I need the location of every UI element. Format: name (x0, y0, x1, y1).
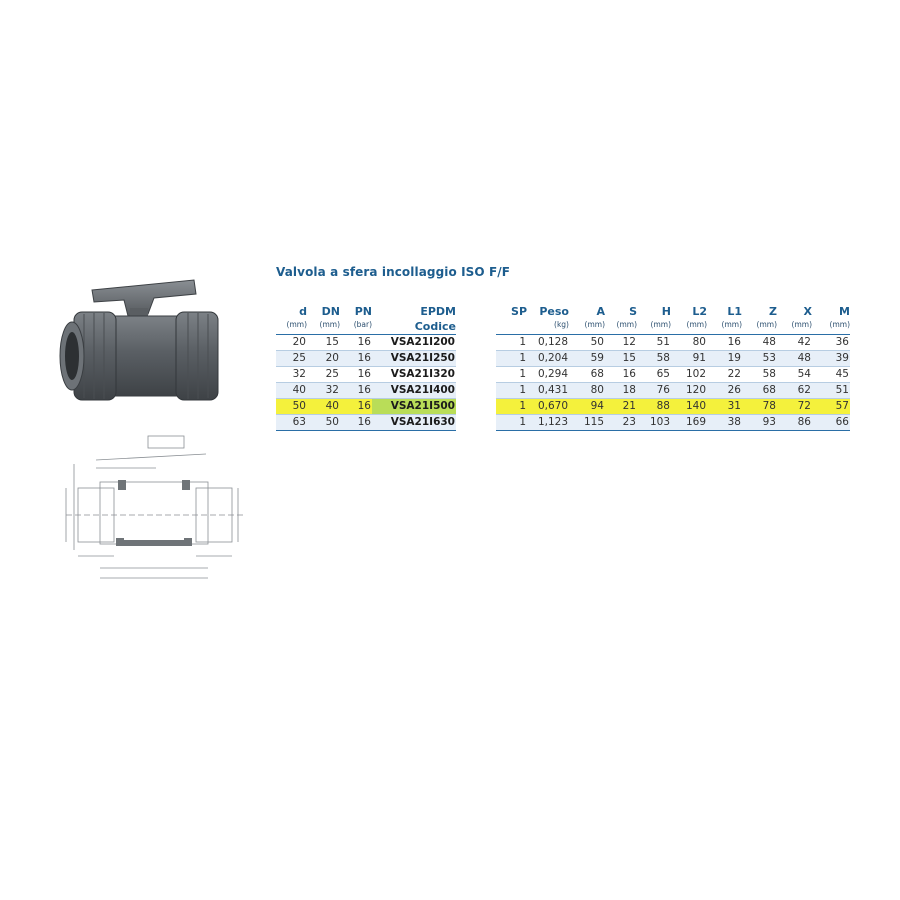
header-peso: Peso (kg) (527, 304, 569, 334)
header-s: S (mm) (605, 304, 637, 334)
cell-h: 103 (637, 414, 671, 430)
cell-l1: 19 (707, 350, 742, 366)
dimensions-table (496, 304, 850, 431)
cell-l1: 38 (707, 414, 742, 430)
table-row (276, 335, 456, 351)
cell-l1: 31 (707, 398, 742, 414)
table-row (276, 351, 456, 367)
table-row (496, 334, 850, 350)
table-row (496, 366, 850, 382)
codes-table (276, 304, 456, 431)
cell-s: 21 (605, 398, 637, 414)
header-h: H (mm) (637, 304, 671, 334)
cell-m: 36 (812, 334, 850, 350)
cell-x: 42 (777, 334, 812, 350)
header-m: M (mm) (812, 304, 850, 334)
cell-d: 25 (276, 351, 307, 367)
header-l1: L1 (mm) (707, 304, 742, 334)
cell-dn: 20 (307, 351, 340, 367)
cell-peso: 0,294 (527, 366, 569, 382)
cell-sp: 1 (496, 398, 527, 414)
cell-h: 88 (637, 398, 671, 414)
dimension-drawing (56, 428, 252, 588)
cell-x: 48 (777, 350, 812, 366)
cell-d: 63 (276, 415, 307, 431)
cell-l2: 120 (671, 382, 707, 398)
table-row (496, 414, 850, 430)
cell-l2: 169 (671, 414, 707, 430)
valve-product-image (44, 262, 248, 412)
cell-l2: 140 (671, 398, 707, 414)
header-z: Z (mm) (742, 304, 777, 334)
cell-dn: 25 (307, 367, 340, 383)
cell-z: 53 (742, 350, 777, 366)
table-row (276, 367, 456, 383)
cell-m: 39 (812, 350, 850, 366)
cell-a: 68 (569, 366, 605, 382)
cell-d: 20 (276, 335, 307, 351)
cell-d: 40 (276, 383, 307, 399)
cell-x: 62 (777, 382, 812, 398)
cell-pn: 16 (340, 335, 372, 351)
header-sp: SP (496, 304, 527, 334)
cell-s: 18 (605, 382, 637, 398)
cell-codice: VSA21I500 (372, 399, 456, 415)
codes-table-header (276, 304, 456, 335)
cell-peso: 1,123 (527, 414, 569, 430)
cell-pn: 16 (340, 415, 372, 431)
cell-x: 54 (777, 366, 812, 382)
cell-pn: 16 (340, 383, 372, 399)
cell-x: 72 (777, 398, 812, 414)
cell-d: 32 (276, 367, 307, 383)
table-row (496, 350, 850, 366)
cell-sp: 1 (496, 414, 527, 430)
table-row-highlighted (276, 399, 456, 415)
cell-a: 94 (569, 398, 605, 414)
product-title: Valvola a sfera incollaggio ISO F/F (276, 265, 511, 279)
cell-a: 80 (569, 382, 605, 398)
cell-h: 65 (637, 366, 671, 382)
table-row (276, 383, 456, 399)
cell-z: 78 (742, 398, 777, 414)
cell-l2: 102 (671, 366, 707, 382)
cell-dn: 50 (307, 415, 340, 431)
cell-pn: 16 (340, 399, 372, 415)
cell-l2: 80 (671, 334, 707, 350)
cell-peso: 0,670 (527, 398, 569, 414)
cell-codice: VSA21I250 (372, 351, 456, 367)
cell-z: 93 (742, 414, 777, 430)
header-a: A (mm) (569, 304, 605, 334)
cell-m: 51 (812, 382, 850, 398)
header-x: X (mm) (777, 304, 812, 334)
cell-codice: VSA21I400 (372, 383, 456, 399)
cell-pn: 16 (340, 367, 372, 383)
cell-codice: VSA21I200 (372, 335, 456, 351)
cell-z: 58 (742, 366, 777, 382)
cell-a: 59 (569, 350, 605, 366)
cell-a: 115 (569, 414, 605, 430)
table-row-highlighted (496, 398, 850, 414)
cell-dn: 15 (307, 335, 340, 351)
cell-peso: 0,431 (527, 382, 569, 398)
cell-dn: 40 (307, 399, 340, 415)
header-dn: DN (mm) (307, 304, 340, 335)
header-l2: L2 (mm) (671, 304, 707, 334)
cell-a: 50 (569, 334, 605, 350)
dimensions-table-header (496, 304, 850, 334)
header-d: d (mm) (276, 304, 307, 335)
cell-z: 68 (742, 382, 777, 398)
cell-l1: 16 (707, 334, 742, 350)
cell-codice: VSA21I630 (372, 415, 456, 431)
cell-peso: 0,204 (527, 350, 569, 366)
table-row (276, 415, 456, 431)
header-epdm-codice: EPDM Codice (372, 304, 456, 335)
cell-sp: 1 (496, 334, 527, 350)
cell-h: 51 (637, 334, 671, 350)
cell-l1: 26 (707, 382, 742, 398)
cell-s: 15 (605, 350, 637, 366)
cell-z: 48 (742, 334, 777, 350)
cell-s: 12 (605, 334, 637, 350)
cell-x: 86 (777, 414, 812, 430)
cell-peso: 0,128 (527, 334, 569, 350)
header-pn: PN (bar) (340, 304, 372, 335)
cell-m: 57 (812, 398, 850, 414)
cell-dn: 32 (307, 383, 340, 399)
cell-sp: 1 (496, 366, 527, 382)
cell-s: 23 (605, 414, 637, 430)
cell-l2: 91 (671, 350, 707, 366)
cell-l1: 22 (707, 366, 742, 382)
cell-m: 66 (812, 414, 850, 430)
cell-sp: 1 (496, 382, 527, 398)
cell-s: 16 (605, 366, 637, 382)
cell-sp: 1 (496, 350, 527, 366)
table-row (496, 382, 850, 398)
cell-codice: VSA21I320 (372, 367, 456, 383)
cell-h: 76 (637, 382, 671, 398)
cell-h: 58 (637, 350, 671, 366)
cell-pn: 16 (340, 351, 372, 367)
cell-d: 50 (276, 399, 307, 415)
cell-m: 45 (812, 366, 850, 382)
